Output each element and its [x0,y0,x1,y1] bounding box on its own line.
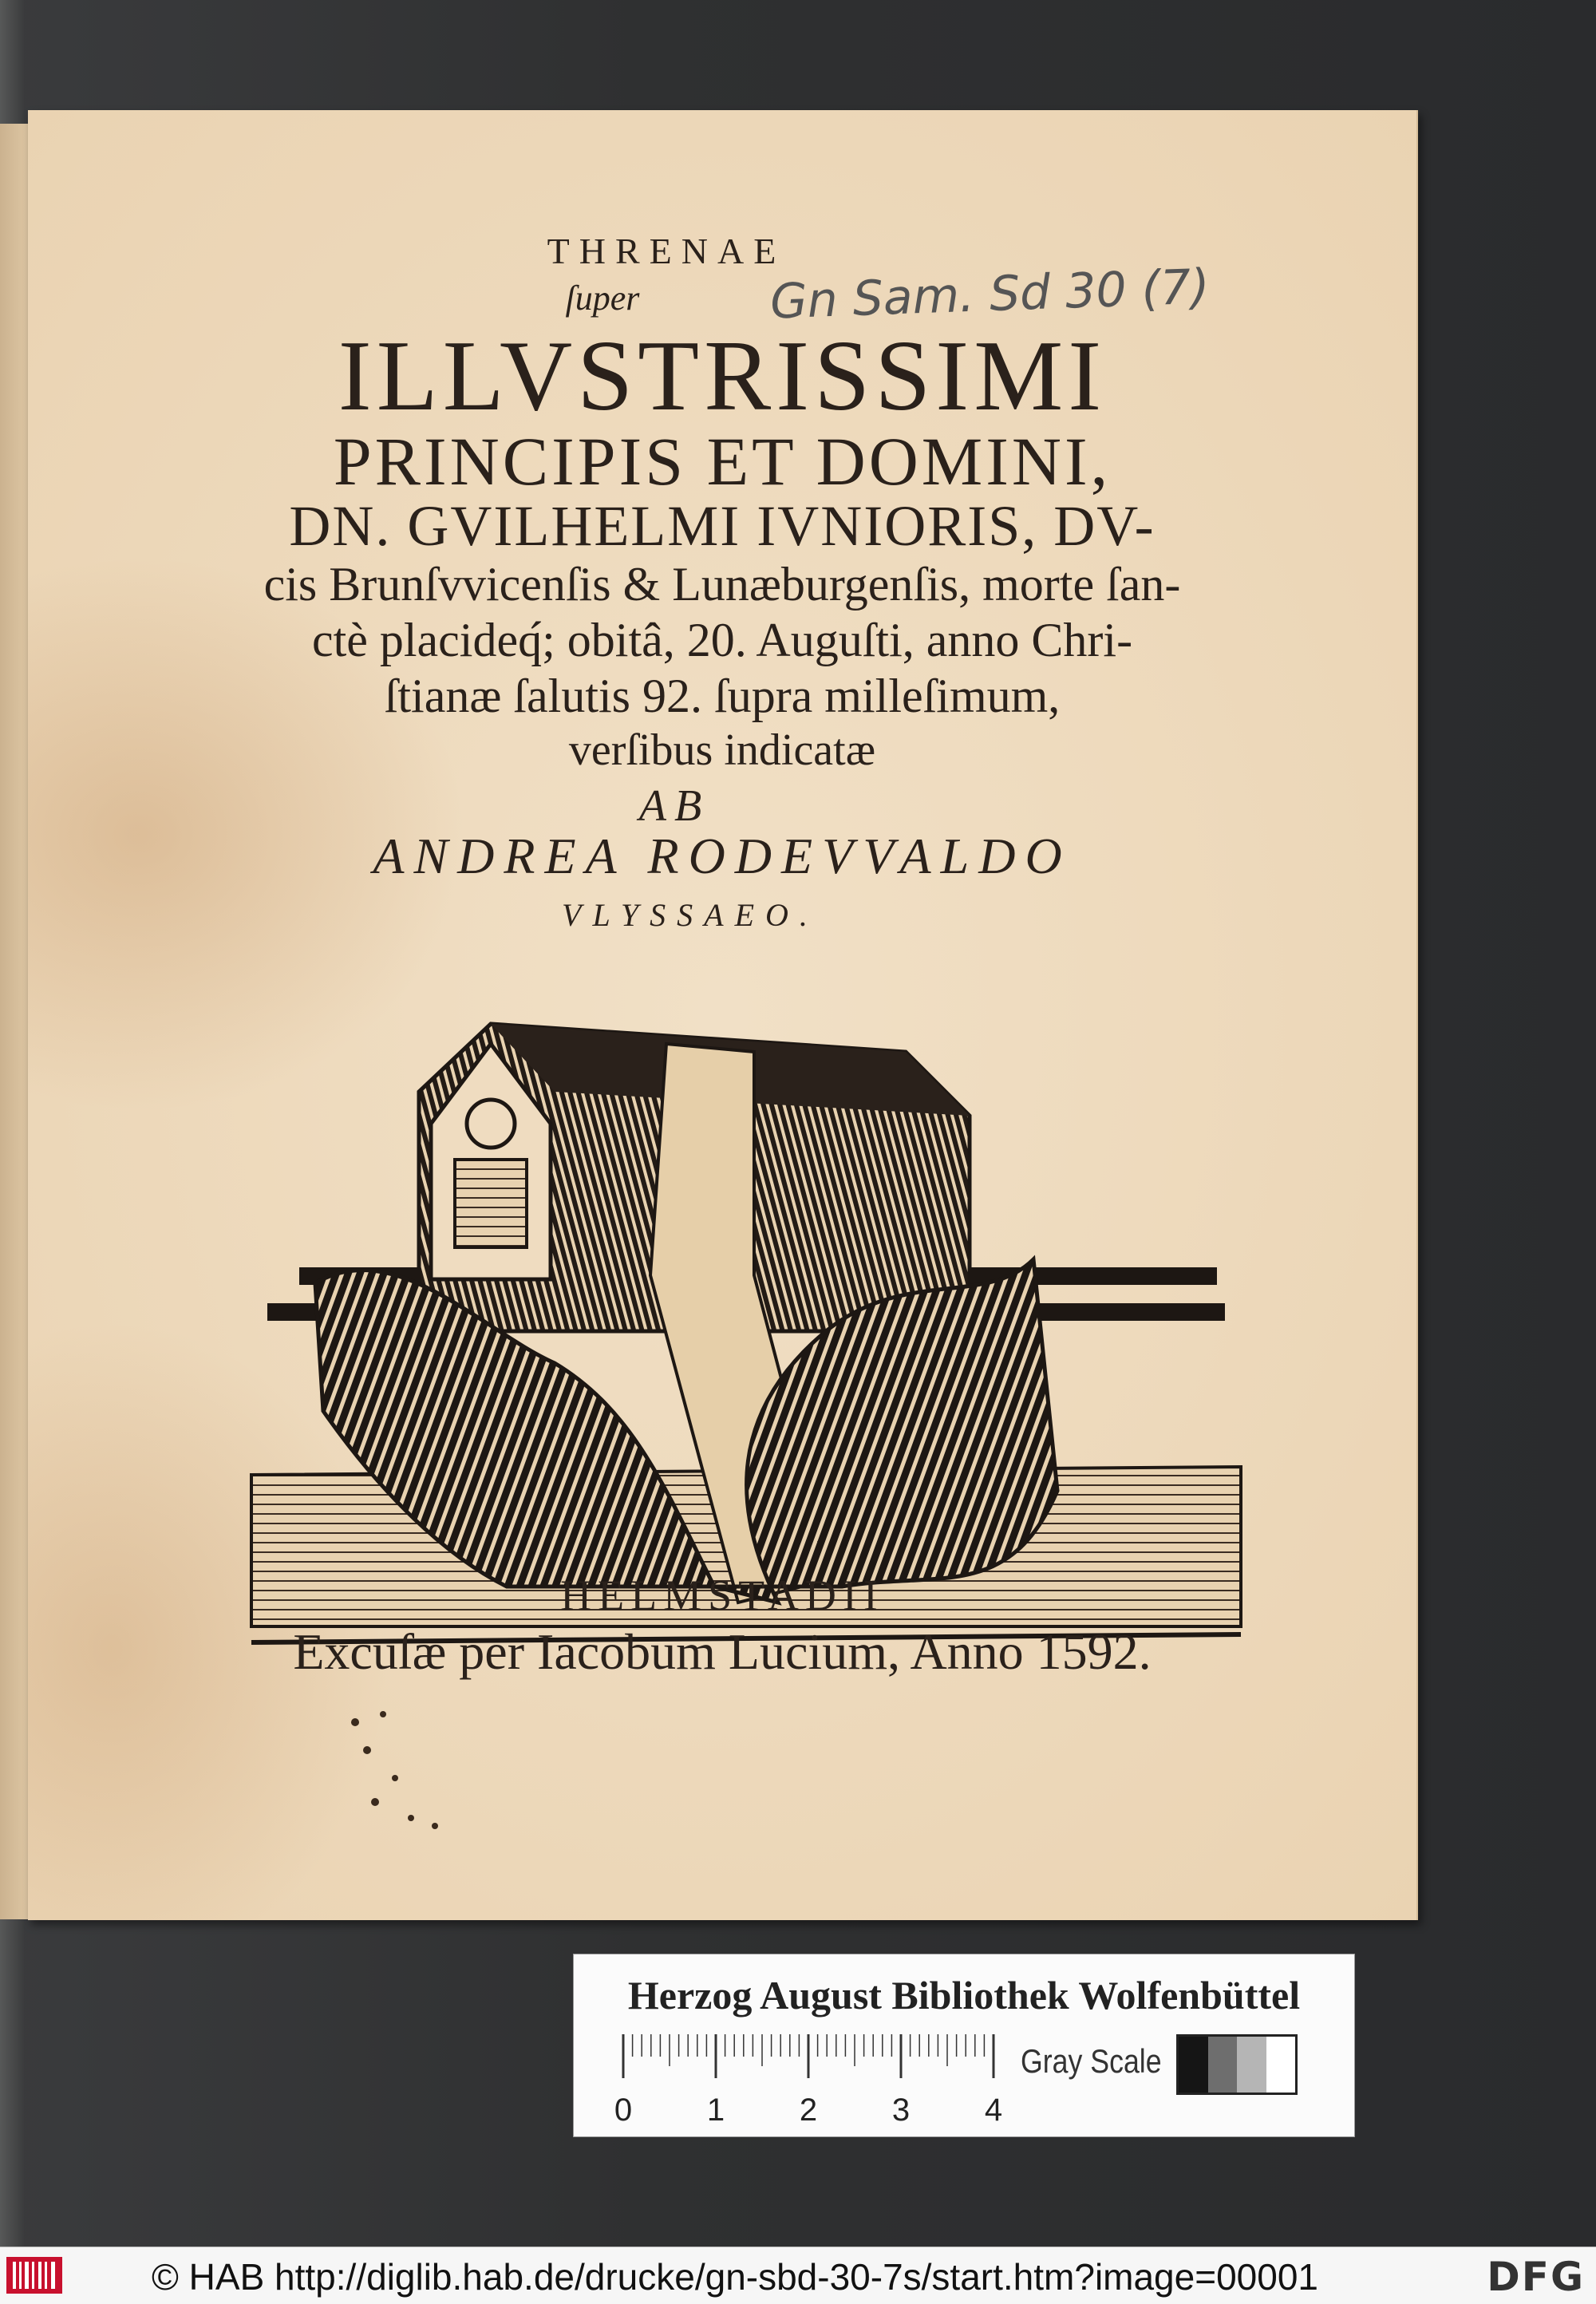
library-name: Herzog August Bibliothek Wolfenbüttel [627,1973,1301,2017]
title-line-brunsvvicensis: cis Brunſvvicenſis & Lunæburgenſis, morte ſan- [263,558,1181,611]
gray-scale-swatch [1176,2034,1298,2095]
author-origin: VLYSSAEO. [562,897,819,933]
scale-ruler [614,2034,1035,2128]
imprint-publisher-line: Excuſæ per Iacobum Lucium, Anno 1592. [293,1623,1152,1680]
adjacent-page-edge [0,124,32,1919]
gray-swatch-cell [1237,2037,1266,2093]
calibration-card [573,1954,1355,2137]
dfg-logo: DFG [1487,2254,1585,2300]
footer-bar [0,2247,1596,2304]
ruler-number: 1 [706,2093,725,2128]
title-super: ſuper [565,279,640,318]
title-ab: AB [638,781,710,831]
ruler-number: 3 [891,2093,911,2128]
copyright-url[interactable]: © HAB http://diglib.hab.de/drucke/gn-sbd-30-7s/start.htm?image=00001 [152,2256,1319,2298]
imprint-city: HELMSTADII [560,1571,884,1619]
gray-swatch-cell [1266,2037,1296,2093]
title-page [28,110,1418,1920]
hab-barcode-logo-icon [6,2257,62,2294]
title-line-obita: ctè placideq́; obitâ, 20. Auguſti, anno Chri- [311,614,1133,666]
title-line-salutis: ſtianæ ſalutis 92. ſupra milleſimum, [384,670,1061,722]
handwritten-shelfmark: Gn Sam. Sd 30 (7) [768,259,1211,330]
gray-swatch-cell [1208,2037,1238,2093]
title-threnae: THRENAE [547,231,786,271]
gray-scale-label: Gray Scale [1021,2042,1162,2080]
ruler-number: 2 [799,2093,818,2128]
author-name: ANDREA RODEVVALDO [373,828,1072,884]
title-line-versibus: verſibus indicatæ [568,725,876,775]
title-gvilhelmi: DN. GVILHELMI IVNIORIS, DV- [289,494,1156,558]
ruler-number: 0 [614,2093,633,2128]
title-principis: PRINCIPIS ET DOMINI, [333,423,1112,500]
gray-swatch-cell [1179,2037,1208,2093]
title-illustrissimi: ILLVSTRISSIMI [338,321,1107,432]
ruler-number: 4 [984,2093,1003,2128]
ink-spots [339,1706,499,1882]
